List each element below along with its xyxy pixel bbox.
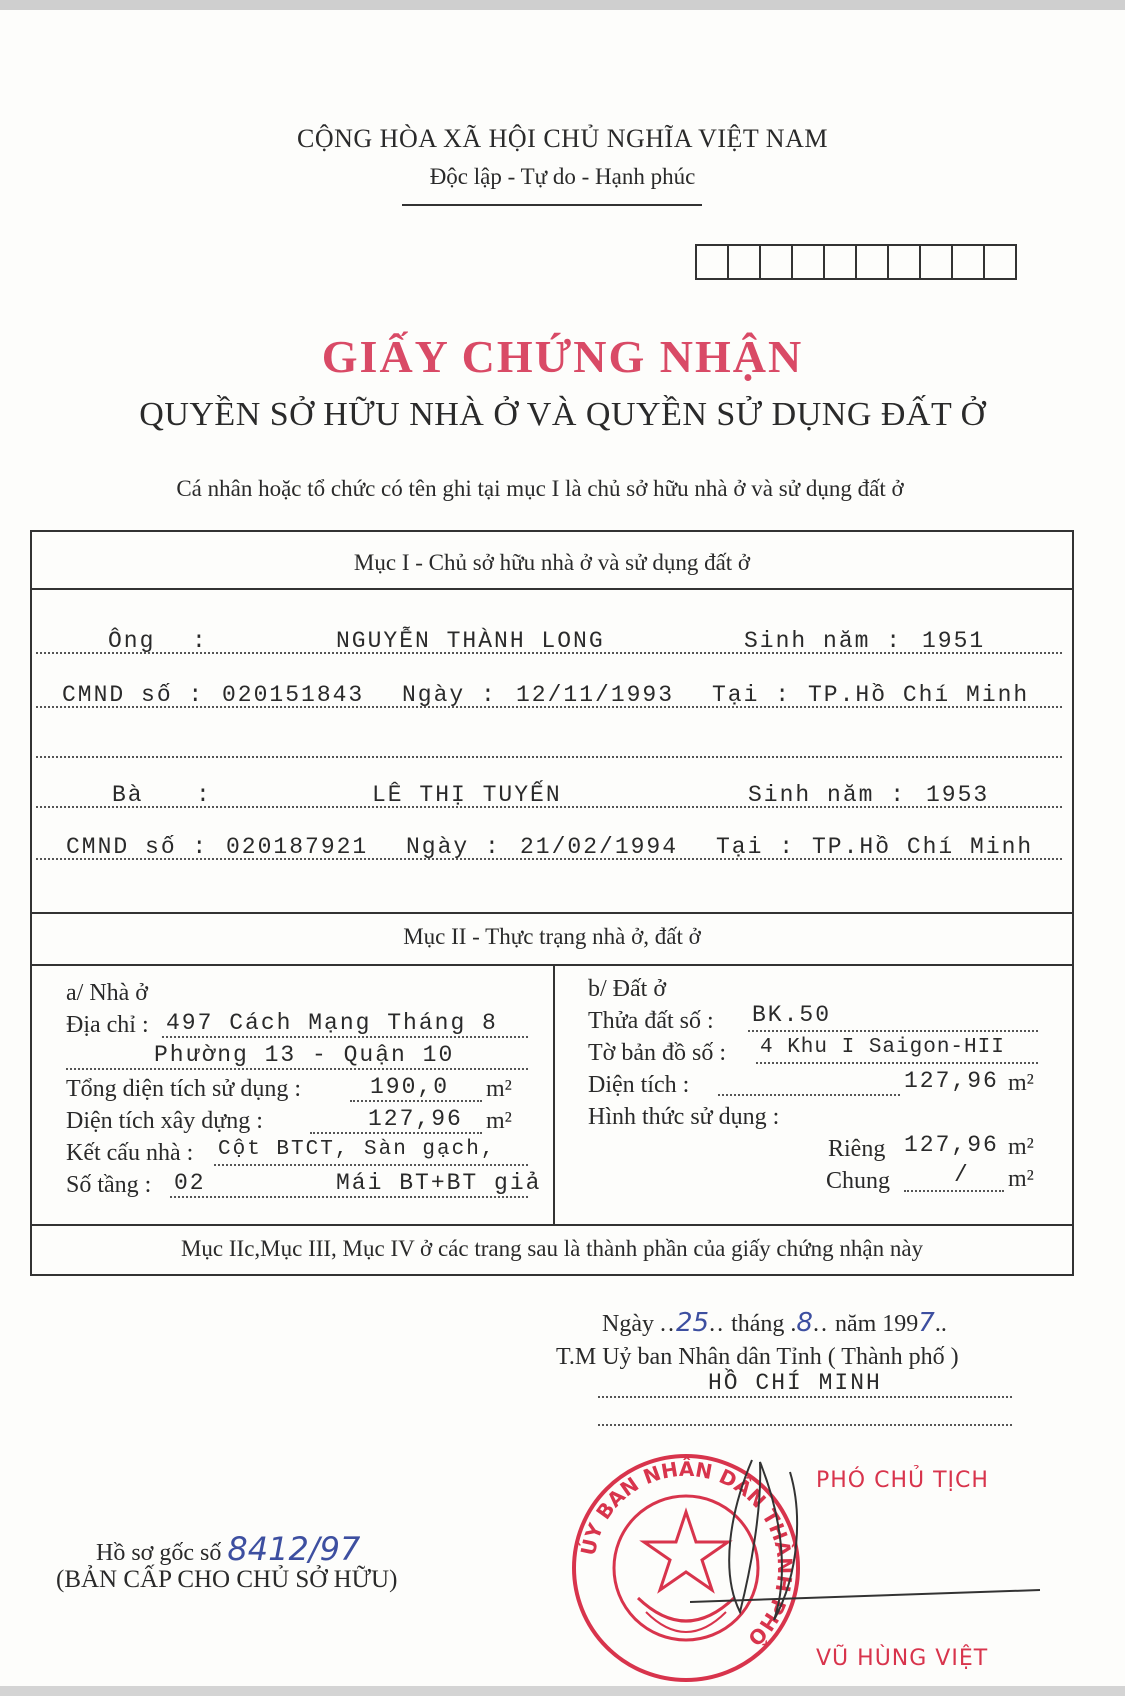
divider [30, 1224, 1074, 1226]
issue-month-label: tháng [731, 1311, 785, 1337]
land-area-unit: m² [1008, 1070, 1034, 1096]
motto: Độc lập - Tự do - Hạnh phúc [429, 164, 696, 189]
owner1-id-number: 020151843 [222, 682, 365, 708]
seal-text: ỦY BAN NHÂN DÂN THÀNH PHỐ [575, 1456, 798, 1651]
serial-box [697, 246, 727, 278]
owner2-name: LÊ THỊ TUYẾN [372, 782, 562, 808]
house-build-area-unit: m² [486, 1108, 512, 1134]
land-private-unit: m² [1008, 1134, 1034, 1160]
dotted-line [350, 1100, 482, 1102]
owner2-birth-label: Sinh năm : [748, 782, 907, 808]
dotted-line [36, 756, 1062, 758]
serial-box [983, 246, 1015, 278]
land-shared-unit: m² [1008, 1166, 1034, 1192]
owner1-place: TP.Hồ Chí Minh [808, 682, 1030, 708]
serial-box [855, 246, 887, 278]
land-shared-label: Chung [826, 1168, 891, 1194]
owner1-id-label: CMND số : [62, 682, 205, 708]
owner2-id-label: CMND số : [66, 834, 209, 860]
house-floors: 02 [174, 1170, 206, 1196]
owner1-name: NGUYỄN THÀNH LONG [336, 628, 605, 654]
land-shared: / [954, 1162, 970, 1188]
serial-box [791, 246, 823, 278]
dotted-line [214, 1164, 528, 1166]
section1-heading: Mục I - Chủ sở hữu nhà ở và sử dụng đất ở [353, 550, 751, 575]
house-address-line2: Phường 13 - Quận 10 [154, 1042, 455, 1068]
dotted-line [310, 1132, 482, 1134]
serial-box [951, 246, 983, 278]
land-area-label: Diện tích : [588, 1072, 690, 1098]
signer-position: PHÓ CHỦ TỊCH [816, 1468, 989, 1493]
dotted-line [170, 1196, 528, 1198]
house-build-area-label: Diện tích xây dựng : [66, 1108, 263, 1134]
house-floors-label: Số tầng : [66, 1172, 152, 1198]
record-number-row [96, 1530, 360, 1568]
divider [30, 964, 1074, 966]
owner1-title: Ông [108, 628, 156, 654]
record-number: 8412/97 [227, 1530, 361, 1568]
divider [30, 588, 1074, 590]
nation-name: CỘNG HÒA XÃ HỘI CHỦ NGHĨA VIỆT NAM [297, 124, 828, 153]
dotted-line [598, 1396, 1012, 1398]
owner1-place-label: Tại : [712, 682, 792, 708]
land-usage-label: Hình thức sử dụng : [588, 1104, 780, 1130]
dotted-line [598, 1424, 1012, 1426]
house-structure: Cột BTCT, Sàn gạch, [218, 1138, 496, 1161]
section2-heading: Mục II - Thực trạng nhà ở, đất ở [403, 924, 701, 949]
land-heading: b/ Đất ở [588, 976, 667, 1002]
land-map: 4 Khu I Saigon-HII [760, 1036, 1005, 1059]
land-area: 127,96 [904, 1068, 999, 1094]
scan-top-edge [0, 0, 1125, 10]
issue-year-digit: 7 [918, 1308, 935, 1338]
issue-date: Ngày ..25.. tháng .8.. năm 1997.. [602, 1308, 947, 1338]
scan-bottom-edge [0, 1686, 1125, 1696]
house-address-label: Địa chỉ : [66, 1012, 149, 1038]
serial-number-boxes [695, 244, 1017, 280]
land-private-label: Riêng [828, 1136, 886, 1162]
dotted-line [748, 1030, 1038, 1032]
owner2-title: Bà [112, 782, 144, 808]
certificate-title: GIẤY CHỨNG NHẬN [321, 331, 804, 382]
dotted-line [904, 1190, 1004, 1192]
owner2-place: TP.Hồ Chí Minh [812, 834, 1034, 860]
issue-date-prefix: Ngày [602, 1311, 654, 1337]
record-label: Hồ sơ gốc số [96, 1540, 222, 1566]
column-divider [553, 964, 555, 1224]
owner2-date-label: Ngày : [406, 834, 501, 860]
dotted-line [718, 1094, 900, 1096]
house-total-area: 190,0 [370, 1074, 450, 1100]
certificate-intro: Cá nhân hoặc tổ chức có tên ghi tại mục I là chủ sở hữu nhà ở và sử dụng đất ở [176, 476, 904, 501]
copy-note: (BẢN CẤP CHO CHỦ SỞ HỮU) [56, 1566, 398, 1593]
table-footer-note: Mục IIc,Mục III, Mục IV ở các trang sau là thành phần của giấy chứng nhận này [180, 1236, 924, 1261]
serial-box [887, 246, 919, 278]
owner2-birth-year: 1953 [926, 782, 990, 808]
issuing-city: HỒ CHÍ MINH [708, 1370, 882, 1396]
serial-box [727, 246, 759, 278]
dotted-line [756, 1062, 1038, 1064]
owner2-id-number: 020187921 [226, 834, 369, 860]
issuing-authority: T.M Uỷ ban Nhân dân Tỉnh ( Thành phố ) [556, 1344, 959, 1370]
serial-box [759, 246, 791, 278]
serial-box [823, 246, 855, 278]
owner1-birth-year: 1951 [922, 628, 986, 654]
house-roof: Mái BT+BT giả [336, 1170, 542, 1196]
owner2-place-label: Tại : [716, 834, 796, 860]
owner1-colon: : [192, 628, 208, 654]
owner1-date-label: Ngày : [402, 682, 497, 708]
signer-name: VŨ HÙNG VIỆT [816, 1646, 989, 1671]
divider [30, 912, 1074, 914]
house-heading: a/ Nhà ở [66, 980, 148, 1006]
owner2-colon: : [196, 782, 212, 808]
house-total-area-unit: m² [486, 1076, 512, 1102]
issue-day: 25 [675, 1308, 710, 1338]
land-parcel-label: Thửa đất số : [588, 1008, 714, 1034]
house-total-area-label: Tổng diện tích sử dụng : [66, 1076, 301, 1102]
house-structure-label: Kết cấu nhà : [66, 1140, 194, 1166]
issue-year-label: năm 199 [834, 1311, 919, 1337]
owner1-date: 12/11/1993 [516, 682, 675, 708]
certificate-subtitle: QUYỀN SỞ HỮU NHÀ Ở VÀ QUYỀN SỬ DỤNG ĐẤT Ở [139, 396, 986, 433]
land-parcel: BK.50 [752, 1002, 832, 1028]
land-private: 127,96 [904, 1132, 999, 1158]
owner1-birth-label: Sinh năm : [744, 628, 903, 654]
owner2-date: 21/02/1994 [520, 834, 679, 860]
land-map-label: Tờ bản đồ số : [588, 1040, 727, 1066]
dotted-line [162, 1036, 528, 1038]
dotted-line [66, 1068, 528, 1070]
house-address-line1: 497 Cách Mạng Tháng 8 [166, 1010, 498, 1036]
house-build-area: 127,96 [368, 1106, 463, 1132]
serial-box [919, 246, 951, 278]
motto-underline [402, 204, 702, 206]
issue-month: 8 [796, 1308, 813, 1338]
